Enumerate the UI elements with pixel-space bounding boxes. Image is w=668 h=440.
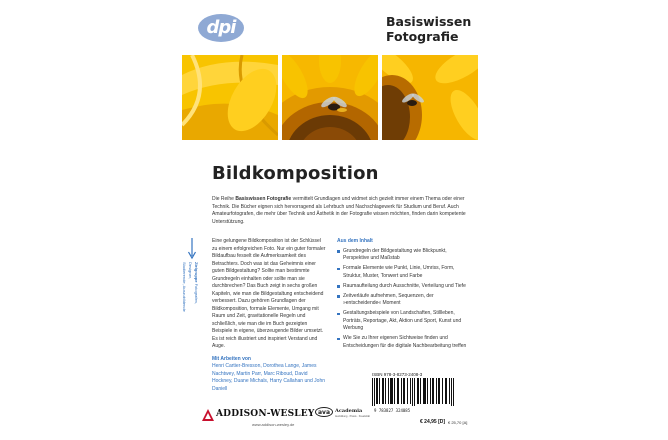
series-title-line1: Basiswissen xyxy=(386,14,472,29)
contents-item: Wie Sie zu Ihrer eigenen Sichtweise finden und Entscheidungen für die digitale Nachbearbeitung treffen xyxy=(337,335,467,350)
contents-item: Formale Elemente wie Punkt, Linie, Umriss, Form, Struktur, Muster, Tonwert und Farbe xyxy=(337,265,467,280)
target-audience-heading: Zielgruppe xyxy=(194,262,199,283)
contents-item: Grundregeln der Bildgestaltung wie Blickpunkt, Perspektive und Maßstab xyxy=(337,248,467,263)
academia-subtitle: Ausbildung · Praxis · Kreativität xyxy=(335,415,370,418)
contributors-names: Henri Cartier-Bresson, Dorothea Lange, James Nachtwey, Martin Parr, Marc Riboud, David Hockney, Duane Michals, Harry Callahan und John Daniell xyxy=(212,363,326,392)
arrow-down-icon xyxy=(187,238,197,260)
intro-series-name: Basiswissen Fotografie xyxy=(235,196,292,202)
contents-column xyxy=(337,238,467,353)
series-title-line2: Fotografie xyxy=(386,29,459,44)
dpi-logo-text: dpi xyxy=(206,17,236,38)
sunflower-photo-left xyxy=(182,55,278,140)
contents-item: Raumaufteilung durch Ausschnitte, Verteilung und Tiefe xyxy=(337,283,467,291)
book-back-cover xyxy=(182,0,478,440)
series-title xyxy=(386,14,476,44)
contents-list xyxy=(337,248,467,351)
intro-text-start: Die Reihe xyxy=(212,196,236,202)
publisher-url: www.addison-wesley.de xyxy=(252,422,295,427)
target-audience-line1: Fotografen, Designer, xyxy=(188,262,199,305)
dpi-logo xyxy=(198,14,244,42)
ava-logo: ava xyxy=(315,407,333,417)
price-germany: € 24,95 [D] xyxy=(420,419,446,425)
sunflower-photo-center xyxy=(282,55,378,140)
academia-label: Academia xyxy=(335,408,363,414)
contents-heading: Aus dem Inhalt xyxy=(337,238,373,244)
barcode-number: 9 783827 324085 xyxy=(374,408,411,413)
contents-item: Gestaltungsbeispiele von Landschaften, Stillleben, Porträts, Reportage, Akt, Aktion und Sport, Kunst und Werbung xyxy=(337,310,467,333)
contents-item: Zeitverläufe aufnehmen, Sequenzen, der »entscheidende« Moment xyxy=(337,293,467,308)
series-intro xyxy=(212,196,467,226)
price-austria: € 25,70 [A] xyxy=(448,420,468,425)
photo-strip xyxy=(182,55,478,140)
book-title: Bildkomposition xyxy=(212,163,379,184)
intro-text-end: vermittelt Grundlagen und widmet sich gezielt immer einem Thema oder einer Technik. Die Bücher eignen sich hervorragend als Lehrbuch und Nachschlagewerk für Studium und Beruf. Auch Amateurfotografen, die mehr über Technik und Ästhetik in der Fotografie wissen möchten, finden darin kompetente Unterstützung. xyxy=(212,196,466,225)
target-audience-label xyxy=(182,262,199,322)
contributors-heading: Mit Arbeiten von xyxy=(212,355,251,362)
barcode-icon xyxy=(372,378,460,406)
sunflower-photo-right xyxy=(382,55,478,140)
target-audience-line2: Studierende, Auszubildende xyxy=(182,262,187,312)
addison-wesley-logo-icon xyxy=(202,409,214,421)
description-column xyxy=(212,238,327,393)
publisher-name: ADDISON-WESLEY xyxy=(216,409,315,419)
description-text: Eine gelungene Bildkomposition ist der Schlüssel zu einem erfolgreichen Foto. Nur ein guter formaler Bildaufbau fesselt die Aufmerksamkeit des Betrachters. Doch was ist das Geheimnis einer guten Bildgestaltung? Sollte man bestimmte Grundregeln einhalten oder sollte man sie durchbrechen? Das Buch zeigt in sechs großen Kapiteln, wie man die Bildgestaltung entscheidend verbessert. Dazu gehören Grundlagen der Bildkomposition, formale Elemente, Umgang mit Raum und Zeit, gravitationelle Regeln und schließlich, wie man die im Buch gezeigten Beispiele in eigene, überzeugende Bilder umsetzt. Es ist reich illustriert und inspiriert Verstand und Auge. xyxy=(212,238,326,349)
isbn: ISBN 978-3-8273-2408-3 xyxy=(372,372,423,377)
